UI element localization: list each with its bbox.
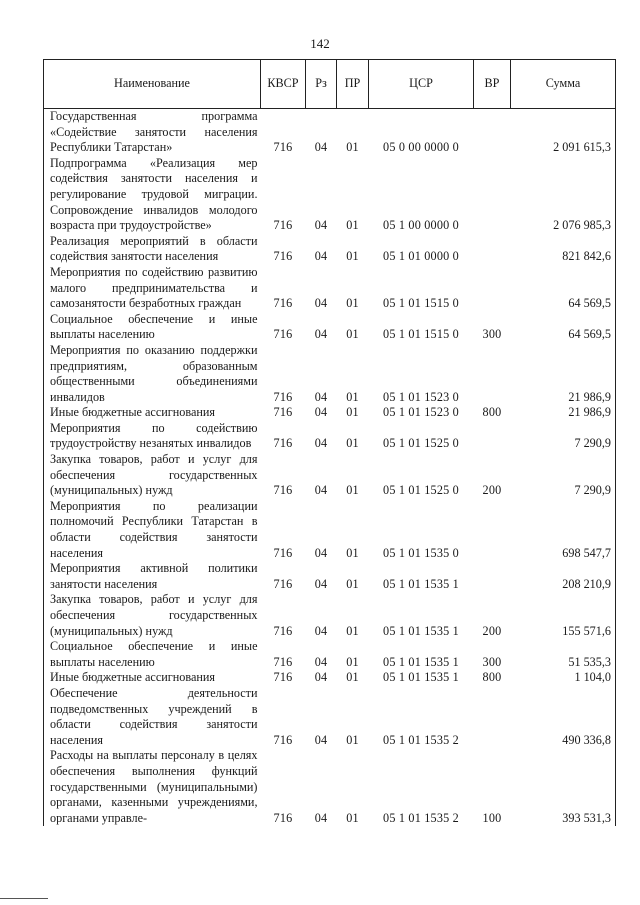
row-sum-cell: 7 290,9 — [511, 421, 616, 452]
row-kvsr-cell: 716 — [273, 810, 293, 825]
row-csr-cell: 05 1 01 1515 0 — [383, 327, 459, 342]
row-name-cell: Мероприятия по содействию развитию малого предпринимательства и самозанятости безработных граждан — [44, 265, 261, 312]
row-name-cell: Закупка товаров, работ и услуг для обеспечения государственных (муниципальных) нужд — [44, 452, 261, 499]
row-csr-cell: 05 1 01 1535 1 — [383, 623, 459, 638]
column-header-pr: ПР — [337, 60, 369, 109]
row-csr-cell: 05 1 01 1535 1 — [383, 670, 459, 685]
table-row — [44, 156, 616, 234]
table-row — [44, 639, 616, 670]
row-name-cell: Подпрограмма «Реализация мер содействия занятости населения и регулирование трудовой миграции. Сопровождение инвалидов молодого возраста при трудоустройстве» — [44, 156, 261, 234]
row-vr-cell: 100 — [482, 810, 502, 825]
row-pr-cell: 01 — [346, 576, 359, 591]
column-header-kvsr: КВСР — [261, 60, 306, 109]
row-name-cell: Иные бюджетные ассигнования — [44, 405, 261, 421]
row-rz-cell: 04 — [314, 218, 328, 233]
row-kvsr-cell: 716 — [273, 436, 293, 451]
row-name-cell: Реализация мероприятий в области содействия занятости населения — [44, 234, 261, 265]
row-kvsr-cell: 716 — [273, 576, 293, 591]
column-header-csr: ЦСР — [369, 60, 474, 109]
row-vr-cell — [474, 561, 511, 592]
row-sum-cell: 21 986,9 — [511, 343, 616, 405]
row-rz-cell: 04 — [314, 249, 328, 264]
row-pr-cell: 01 — [346, 140, 359, 155]
row-csr-cell: 05 1 01 1523 0 — [383, 405, 459, 420]
row-csr-cell: 05 1 01 1535 2 — [383, 810, 459, 825]
row-kvsr-cell: 716 — [273, 483, 293, 498]
row-name-cell: Закупка товаров, работ и услуг для обеспечения государственных (муниципальных) нужд — [44, 592, 261, 639]
row-sum-cell: 2 076 985,3 — [511, 156, 616, 234]
row-vr-cell — [474, 499, 511, 561]
row-sum-cell: 821 842,6 — [511, 234, 616, 265]
row-csr-cell: 05 1 01 1515 0 — [383, 296, 459, 311]
row-sum-cell: 155 571,6 — [511, 592, 616, 639]
row-name-cell: Социальное обеспечение и иные выплаты населению — [44, 639, 261, 670]
row-kvsr-cell: 716 — [273, 296, 293, 311]
row-kvsr-cell: 716 — [273, 654, 293, 669]
row-csr-cell: 05 1 01 1535 1 — [383, 576, 459, 591]
row-csr-cell: 05 1 01 1535 1 — [383, 654, 459, 669]
row-name-cell: Мероприятия по оказанию поддержки предприятиям, образованным общественными объединениями инвалидов — [44, 343, 261, 405]
row-kvsr-cell: 716 — [273, 249, 293, 264]
row-vr-cell — [474, 234, 511, 265]
row-kvsr-cell: 716 — [273, 623, 293, 638]
row-pr-cell: 01 — [346, 545, 359, 560]
row-sum-cell: 7 290,9 — [511, 452, 616, 499]
row-pr-cell: 01 — [346, 623, 359, 638]
row-name-cell: Иные бюджетные ассигнования — [44, 670, 261, 686]
row-sum-cell: 490 336,8 — [511, 686, 616, 748]
row-vr-cell — [474, 343, 511, 405]
row-name-cell: Государственная программа «Содействие занятости населения Республики Татарстан» — [44, 109, 261, 156]
row-sum-cell: 208 210,9 — [511, 561, 616, 592]
row-vr-cell: 200 — [482, 623, 502, 638]
row-vr-cell — [474, 109, 511, 156]
table-row — [44, 499, 616, 561]
row-sum-cell: 64 569,5 — [511, 265, 616, 312]
row-kvsr-cell: 716 — [273, 732, 293, 747]
row-vr-cell: 300 — [482, 654, 502, 669]
row-rz-cell: 04 — [314, 436, 328, 451]
table-row — [44, 234, 616, 265]
row-kvsr-cell: 716 — [273, 405, 293, 420]
row-csr-cell: 05 1 01 1525 0 — [383, 436, 459, 451]
row-rz-cell: 04 — [314, 670, 328, 685]
row-kvsr-cell: 716 — [273, 545, 293, 560]
table-row — [44, 312, 616, 343]
table-row — [44, 405, 616, 421]
row-sum-cell: 51 535,3 — [511, 639, 616, 670]
row-rz-cell: 04 — [314, 405, 328, 420]
row-rz-cell: 04 — [314, 296, 328, 311]
row-vr-cell — [474, 156, 511, 234]
row-pr-cell: 01 — [346, 249, 359, 264]
budget-table — [43, 59, 616, 826]
row-pr-cell: 01 — [346, 654, 359, 669]
column-header-name: Наименование — [44, 60, 261, 109]
row-vr-cell: 200 — [482, 483, 502, 498]
row-pr-cell: 01 — [346, 296, 359, 311]
row-rz-cell: 04 — [314, 732, 328, 747]
row-vr-cell: 800 — [482, 405, 502, 420]
row-name-cell: Мероприятия активной политики занятости населения — [44, 561, 261, 592]
row-kvsr-cell: 716 — [273, 327, 293, 342]
row-vr-cell: 800 — [482, 670, 502, 685]
table-body — [44, 109, 616, 827]
row-pr-cell: 01 — [346, 218, 359, 233]
row-sum-cell: 64 569,5 — [511, 312, 616, 343]
row-sum-cell: 393 531,3 — [511, 748, 616, 826]
table-header-row — [44, 60, 616, 109]
row-rz-cell: 04 — [314, 623, 328, 638]
row-name-cell: Мероприятия по содействию трудоустройству незанятых инвалидов — [44, 421, 261, 452]
column-header-rz: Рз — [306, 60, 337, 109]
row-rz-cell: 04 — [314, 576, 328, 591]
row-pr-cell: 01 — [346, 732, 359, 747]
row-pr-cell: 01 — [346, 810, 359, 825]
row-name-cell: Мероприятия по реализации полномочий Республики Татарстан в области содействия занятости населения — [44, 499, 261, 561]
row-rz-cell: 04 — [314, 483, 328, 498]
row-csr-cell: 05 1 01 1535 0 — [383, 545, 459, 560]
row-name-cell: Расходы на выплаты персоналу в целях обеспечения выполнения функций государственными (муниципальными) органами, казенными учреждениями, органами управле- — [44, 748, 261, 826]
table-row — [44, 452, 616, 499]
table-row — [44, 592, 616, 639]
row-sum-cell: 2 091 615,3 — [511, 109, 616, 156]
table-row — [44, 421, 616, 452]
row-rz-cell: 04 — [314, 545, 328, 560]
row-pr-cell: 01 — [346, 436, 359, 451]
row-sum-cell: 21 986,9 — [511, 405, 616, 421]
row-rz-cell: 04 — [314, 389, 328, 404]
table-row — [44, 343, 616, 405]
row-rz-cell: 04 — [314, 810, 328, 825]
row-csr-cell: 05 0 00 0000 0 — [383, 140, 459, 155]
row-name-cell: Обеспечение деятельности подведомственных учреждений в области содействия занятости населения — [44, 686, 261, 748]
row-csr-cell: 05 1 01 1525 0 — [383, 483, 459, 498]
column-header-sum: Сумма — [511, 60, 616, 109]
table-row — [44, 748, 616, 826]
row-pr-cell: 01 — [346, 483, 359, 498]
table-row — [44, 670, 616, 686]
footer-rule — [0, 898, 48, 899]
row-sum-cell: 698 547,7 — [511, 499, 616, 561]
table-row — [44, 109, 616, 156]
row-kvsr-cell: 716 — [273, 218, 293, 233]
column-header-vr: ВР — [474, 60, 511, 109]
row-kvsr-cell: 716 — [273, 389, 293, 404]
page-number: 142 — [310, 36, 330, 51]
row-rz-cell: 04 — [314, 327, 328, 342]
row-kvsr-cell: 716 — [273, 140, 293, 155]
table-row — [44, 686, 616, 748]
table-row — [44, 561, 616, 592]
row-pr-cell: 01 — [346, 389, 359, 404]
row-csr-cell: 05 1 01 1523 0 — [383, 389, 459, 404]
row-rz-cell: 04 — [314, 140, 328, 155]
row-csr-cell: 05 1 00 0000 0 — [383, 218, 459, 233]
row-name-cell: Социальное обеспечение и иные выплаты населению — [44, 312, 261, 343]
row-pr-cell: 01 — [346, 327, 359, 342]
row-pr-cell: 01 — [346, 670, 359, 685]
row-vr-cell — [474, 421, 511, 452]
row-pr-cell: 01 — [346, 405, 359, 420]
row-sum-cell: 1 104,0 — [511, 670, 616, 686]
row-kvsr-cell: 716 — [273, 670, 293, 685]
row-csr-cell: 05 1 01 0000 0 — [383, 249, 459, 264]
row-vr-cell — [474, 686, 511, 748]
row-rz-cell: 04 — [314, 654, 328, 669]
table-row — [44, 265, 616, 312]
row-csr-cell: 05 1 01 1535 2 — [383, 732, 459, 747]
row-vr-cell: 300 — [482, 327, 502, 342]
row-vr-cell — [474, 265, 511, 312]
